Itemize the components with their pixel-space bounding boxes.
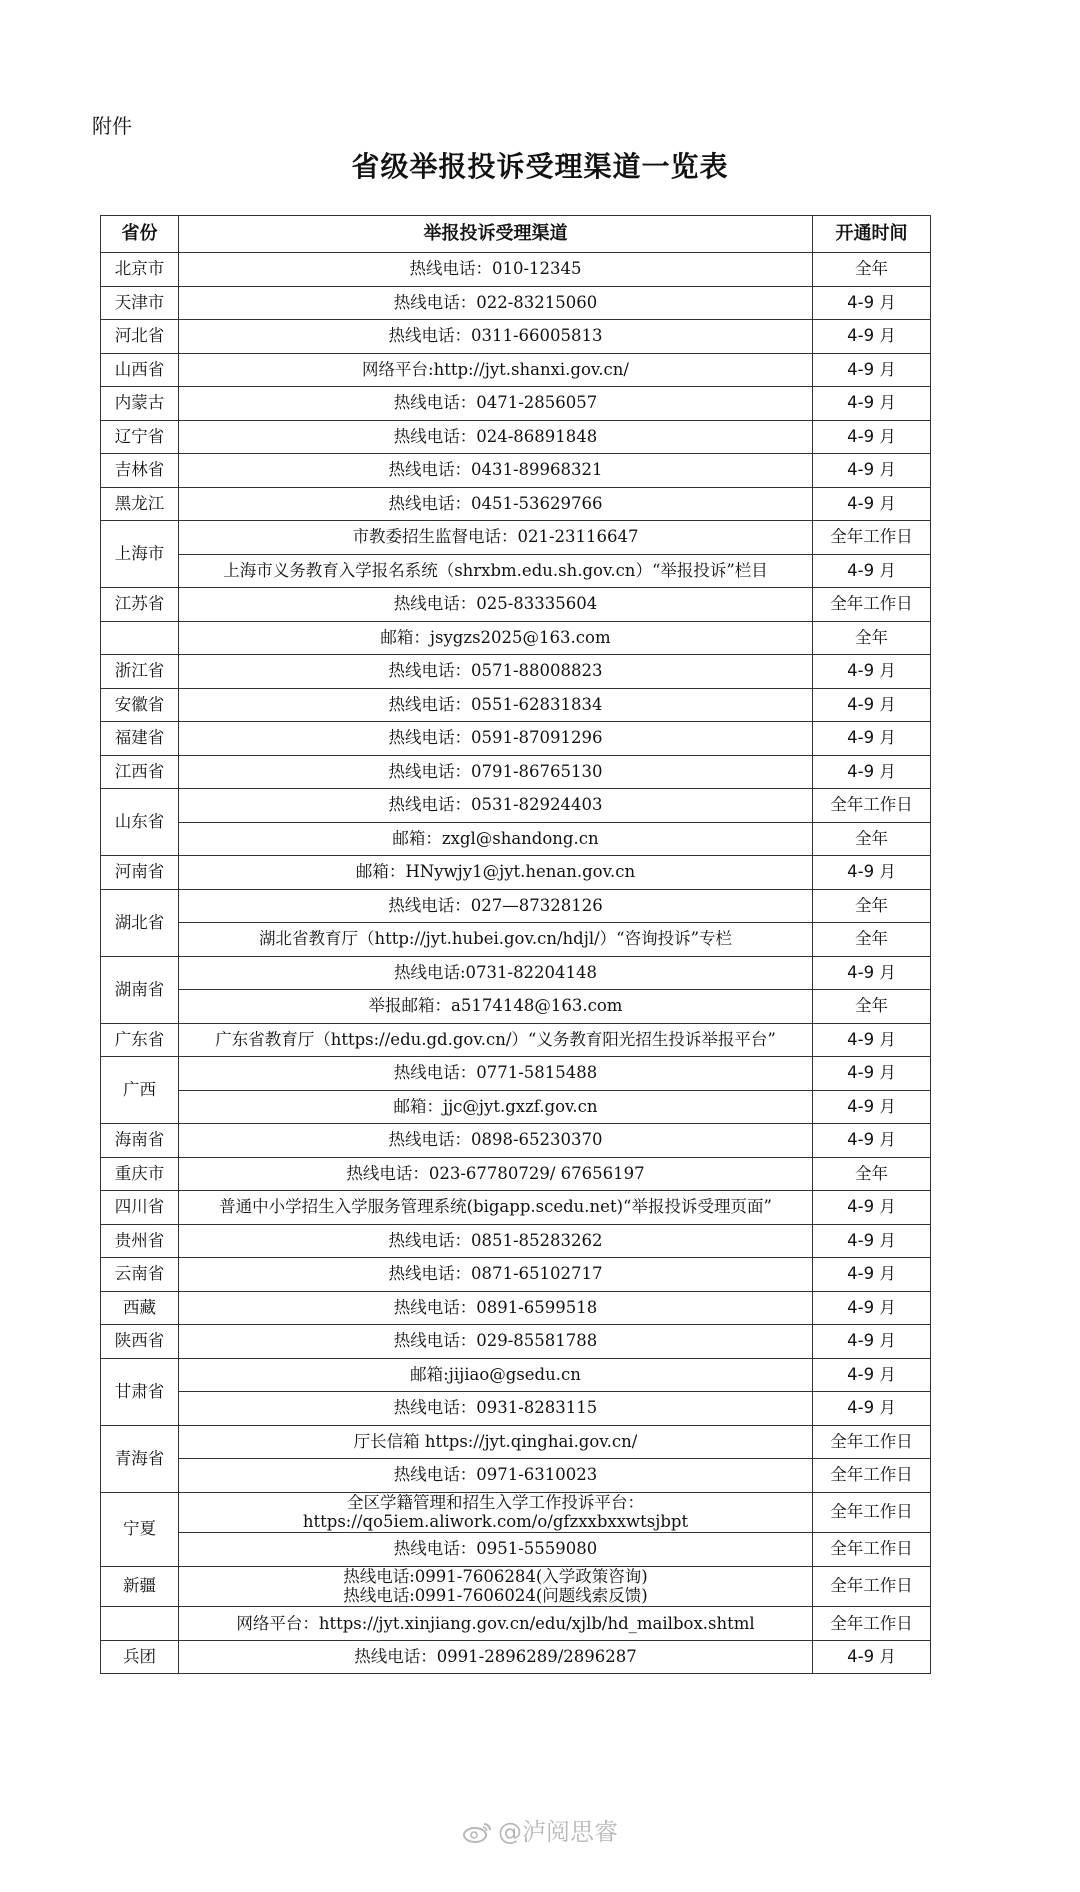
table-body xyxy=(101,253,931,1674)
channel-cell: 热线电话：0551-62831834 xyxy=(179,688,813,722)
channel-cell: 热线电话：0471-2856057 xyxy=(179,387,813,421)
channel-cell: 湖北省教育厅（http://jyt.hubei.gov.cn/hdjl/）“咨询投诉”专栏 xyxy=(179,923,813,957)
province-cell xyxy=(101,621,179,655)
channel-cell: 热线电话：0898-65230370 xyxy=(179,1124,813,1158)
province-cell: 江西省 xyxy=(101,755,179,789)
province-cell xyxy=(101,1607,179,1641)
channel-cell: 举报邮箱：a5174148@163.com xyxy=(179,990,813,1024)
open-time-cell: 全年 xyxy=(813,923,931,957)
open-time-cell: 4-9 月 xyxy=(813,1358,931,1392)
channel-cell: 热线电话：0311-66005813 xyxy=(179,320,813,354)
channel-cell: 热线电话：024-86891848 xyxy=(179,420,813,454)
table-row xyxy=(101,1057,931,1091)
table-row xyxy=(101,1607,931,1641)
open-time-cell: 4-9 月 xyxy=(813,387,931,421)
channel-cell: 上海市义务教育入学报名系统（shrxbm.edu.sh.gov.cn）“举报投诉”栏目 xyxy=(179,554,813,588)
open-time-cell: 4-9 月 xyxy=(813,1258,931,1292)
channel-cell: 网络平台：https://jyt.xinjiang.gov.cn/edu/xjlb/hd_mailbox.shtml xyxy=(179,1607,813,1641)
channel-cell: 热线电话：0891-6599518 xyxy=(179,1291,813,1325)
channel-cell: 热线电话：0771-5815488 xyxy=(179,1057,813,1091)
open-time-cell: 4-9 月 xyxy=(813,956,931,990)
watermark xyxy=(0,1812,1080,1847)
open-time-cell: 4-9 月 xyxy=(813,755,931,789)
open-time-cell: 全年 xyxy=(813,253,931,287)
province-cell: 黑龙江 xyxy=(101,487,179,521)
open-time-cell: 4-9 月 xyxy=(813,454,931,488)
province-cell: 广东省 xyxy=(101,1023,179,1057)
table-row xyxy=(101,789,931,823)
document-title: 省级举报投诉受理渠道一览表 xyxy=(351,150,729,183)
channel-cell: 厅长信箱 https://jyt.qinghai.gov.cn/ xyxy=(179,1425,813,1459)
table-row xyxy=(101,1492,931,1533)
province-cell: 浙江省 xyxy=(101,655,179,689)
province-cell: 湖南省 xyxy=(101,956,179,1023)
channel-line: 热线电话:0991-7606024(问题线索反馈) xyxy=(343,1586,648,1606)
table-row xyxy=(101,923,931,957)
open-time-cell: 4-9 月 xyxy=(813,1057,931,1091)
province-cell: 天津市 xyxy=(101,286,179,320)
channel-cell: 热线电话：029-85581788 xyxy=(179,1325,813,1359)
province-cell: 江苏省 xyxy=(101,588,179,622)
open-time-cell: 4-9 月 xyxy=(813,688,931,722)
open-time-cell: 4-9 月 xyxy=(813,1392,931,1426)
channel-line: https://qo5iem.aliwork.com/o/gfzxxbxxwtsjbpt xyxy=(302,1512,689,1532)
channel-cell: 热线电话:0731-82204148 xyxy=(179,956,813,990)
table-row xyxy=(101,621,931,655)
province-cell: 上海市 xyxy=(101,521,179,588)
channel-cell: 热线电话：0791-86765130 xyxy=(179,755,813,789)
province-cell: 宁夏 xyxy=(101,1492,179,1566)
province-cell: 安徽省 xyxy=(101,688,179,722)
column-header-time: 开通时间 xyxy=(813,216,931,253)
province-cell: 河南省 xyxy=(101,856,179,890)
channel-cell: 邮箱：jsygzs2025@163.com xyxy=(179,621,813,655)
open-time-cell: 4-9 月 xyxy=(813,487,931,521)
province-cell: 山东省 xyxy=(101,789,179,856)
column-header-channel: 举报投诉受理渠道 xyxy=(179,216,813,253)
channel-cell: 热线电话：0991-2896289/2896287 xyxy=(179,1640,813,1674)
table-row xyxy=(101,420,931,454)
table-row xyxy=(101,253,931,287)
table-row xyxy=(101,1124,931,1158)
table-row xyxy=(101,755,931,789)
open-time-cell: 4-9 月 xyxy=(813,1640,931,1674)
open-time-cell: 4-9 月 xyxy=(813,320,931,354)
open-time-cell: 全年 xyxy=(813,889,931,923)
table-row xyxy=(101,688,931,722)
province-cell: 云南省 xyxy=(101,1258,179,1292)
table-row xyxy=(101,1358,931,1392)
channel-cell: 普通中小学招生入学服务管理系统(bigapp.scedu.net)“举报投诉受理页面” xyxy=(179,1191,813,1225)
table-row xyxy=(101,822,931,856)
province-cell: 重庆市 xyxy=(101,1157,179,1191)
province-cell: 贵州省 xyxy=(101,1224,179,1258)
channel-cell: 热线电话：0531-82924403 xyxy=(179,789,813,823)
open-time-cell: 4-9 月 xyxy=(813,722,931,756)
open-time-cell: 全年 xyxy=(813,621,931,655)
table-row xyxy=(101,1325,931,1359)
open-time-cell: 4-9 月 xyxy=(813,353,931,387)
open-time-cell: 全年工作日 xyxy=(813,1425,931,1459)
province-cell: 新疆 xyxy=(101,1566,179,1607)
open-time-cell: 4-9 月 xyxy=(813,1124,931,1158)
channel-cell: 市教委招生监督电话：021-23116647 xyxy=(179,521,813,555)
province-cell: 福建省 xyxy=(101,722,179,756)
province-cell: 辽宁省 xyxy=(101,420,179,454)
province-cell: 西藏 xyxy=(101,1291,179,1325)
channel-cell: 邮箱：HNywjy1@jyt.henan.gov.cn xyxy=(179,856,813,890)
channel-cell: 网络平台:http://jyt.shanxi.gov.cn/ xyxy=(179,353,813,387)
open-time-cell: 4-9 月 xyxy=(813,1191,931,1225)
channel-cell: 热线电话：025-83335604 xyxy=(179,588,813,622)
table-row xyxy=(101,554,931,588)
open-time-cell: 全年 xyxy=(813,990,931,1024)
table-row xyxy=(101,722,931,756)
table-row xyxy=(101,286,931,320)
province-cell: 北京市 xyxy=(101,253,179,287)
channel-cell: 热线电话：010-12345 xyxy=(179,253,813,287)
table-row xyxy=(101,1191,931,1225)
open-time-cell: 4-9 月 xyxy=(813,1291,931,1325)
column-header-province: 省份 xyxy=(101,216,179,253)
open-time-cell: 全年工作日 xyxy=(813,588,931,622)
table-row xyxy=(101,889,931,923)
table-row xyxy=(101,320,931,354)
province-cell: 四川省 xyxy=(101,1191,179,1225)
channel-line: 全区学籍管理和招生入学工作投诉平台： xyxy=(347,1492,644,1512)
channels-table xyxy=(100,215,931,1674)
channel-cell: 邮箱：zxgl@shandong.cn xyxy=(179,822,813,856)
open-time-cell: 全年工作日 xyxy=(813,1566,931,1607)
channel-cell: 热线电话：0971-6310023 xyxy=(179,1459,813,1493)
table-row xyxy=(101,353,931,387)
open-time-cell: 全年工作日 xyxy=(813,1607,931,1641)
table-row xyxy=(101,856,931,890)
open-time-cell: 全年工作日 xyxy=(813,1533,931,1567)
table-row xyxy=(101,1023,931,1057)
weibo-icon xyxy=(462,1821,492,1843)
table-row xyxy=(101,521,931,555)
open-time-cell: 4-9 月 xyxy=(813,1023,931,1057)
table-row xyxy=(101,655,931,689)
channel-cell xyxy=(179,1492,813,1533)
table-row xyxy=(101,1640,931,1674)
open-time-cell: 4-9 月 xyxy=(813,1224,931,1258)
province-cell: 湖北省 xyxy=(101,889,179,956)
channel-cell: 热线电话：027—87328126 xyxy=(179,889,813,923)
channel-cell: 邮箱:jijiao@gsedu.cn xyxy=(179,1358,813,1392)
province-cell: 广西 xyxy=(101,1057,179,1124)
channel-cell: 热线电话：0851-85283262 xyxy=(179,1224,813,1258)
province-cell: 河北省 xyxy=(101,320,179,354)
channel-cell: 热线电话：0451-53629766 xyxy=(179,487,813,521)
province-cell: 吉林省 xyxy=(101,454,179,488)
table-row xyxy=(101,990,931,1024)
channel-line: 热线电话:0991-7606284(入学政策咨询) xyxy=(343,1566,648,1586)
table-header-row xyxy=(101,216,931,253)
channel-cell: 热线电话：0571-88008823 xyxy=(179,655,813,689)
province-cell: 海南省 xyxy=(101,1124,179,1158)
table-row xyxy=(101,1157,931,1191)
open-time-cell: 4-9 月 xyxy=(813,420,931,454)
channel-cell: 热线电话：022-83215060 xyxy=(179,286,813,320)
open-time-cell: 全年工作日 xyxy=(813,789,931,823)
open-time-cell: 4-9 月 xyxy=(813,286,931,320)
table-row xyxy=(101,588,931,622)
open-time-cell: 4-9 月 xyxy=(813,856,931,890)
province-cell: 山西省 xyxy=(101,353,179,387)
channel-cell xyxy=(179,1566,813,1607)
table-row xyxy=(101,487,931,521)
attachment-label: 附件 xyxy=(92,114,132,138)
table-row xyxy=(101,1392,931,1426)
channel-cell: 广东省教育厅（https://edu.gd.gov.cn/）“义务教育阳光招生投诉举报平台” xyxy=(179,1023,813,1057)
table-row xyxy=(101,1090,931,1124)
province-cell: 青海省 xyxy=(101,1425,179,1492)
watermark-text: @泸阅思睿 xyxy=(498,1818,618,1846)
open-time-cell: 全年工作日 xyxy=(813,1459,931,1493)
table-row xyxy=(101,1258,931,1292)
province-cell: 内蒙古 xyxy=(101,387,179,421)
channel-cell: 热线电话：023-67780729/ 67656197 xyxy=(179,1157,813,1191)
province-cell: 兵团 xyxy=(101,1640,179,1674)
open-time-cell: 全年 xyxy=(813,1157,931,1191)
open-time-cell: 全年工作日 xyxy=(813,1492,931,1533)
table-row xyxy=(101,956,931,990)
table-row xyxy=(101,1291,931,1325)
channel-cell: 热线电话：0591-87091296 xyxy=(179,722,813,756)
channel-cell: 热线电话：0951-5559080 xyxy=(179,1533,813,1567)
channel-cell: 热线电话：0931-8283115 xyxy=(179,1392,813,1426)
table-row xyxy=(101,1224,931,1258)
channel-cell: 邮箱：jjc@jyt.gxzf.gov.cn xyxy=(179,1090,813,1124)
open-time-cell: 4-9 月 xyxy=(813,655,931,689)
province-cell: 甘肃省 xyxy=(101,1358,179,1425)
open-time-cell: 4-9 月 xyxy=(813,1090,931,1124)
open-time-cell: 全年工作日 xyxy=(813,521,931,555)
open-time-cell: 全年 xyxy=(813,822,931,856)
table-row xyxy=(101,1425,931,1459)
table-row xyxy=(101,1566,931,1607)
table-row xyxy=(101,387,931,421)
province-cell: 陕西省 xyxy=(101,1325,179,1359)
table-row xyxy=(101,454,931,488)
open-time-cell: 4-9 月 xyxy=(813,1325,931,1359)
table-row xyxy=(101,1533,931,1567)
channel-cell: 热线电话：0871-65102717 xyxy=(179,1258,813,1292)
open-time-cell: 4-9 月 xyxy=(813,554,931,588)
channel-cell: 热线电话：0431-89968321 xyxy=(179,454,813,488)
table-row xyxy=(101,1459,931,1493)
